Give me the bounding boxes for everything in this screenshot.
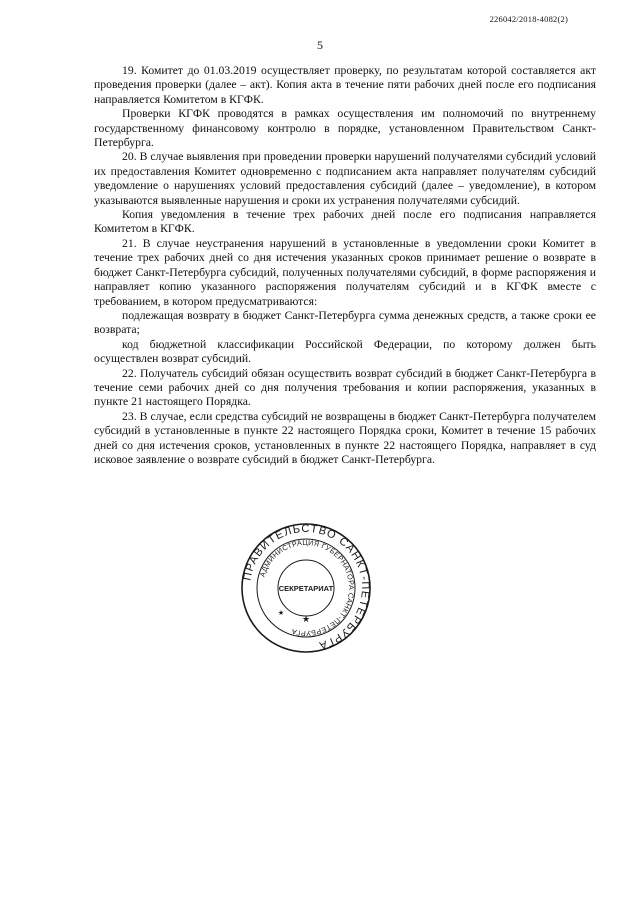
stamp-outer-text: ПРАВИТЕЛЬСТВО САНКТ-ПЕТЕРБУРГА [241,522,372,652]
paragraph-20: 20. В случае выявления при проведении проверки нарушений получателями субсидий условий их предоставления Комитет одновременно с подписанием акта направляет получателям субсидий уведомление о нарушениях условий предоставления субсидий (далее – уведомление), в котором указываются выявленные нарушения и сроки их устранения получателями субсидий. [94,150,596,207]
paragraph-23: 23. В случае, если средства субсидий не возвращены в бюджет Санкт-Петербурга получателем субсидий в установленные в пункте 22 настоящего Порядка сроки, Комитет в течение 15 рабочих дней со дня истечения сроков, установленных в пункте 22 настоящего Порядка, направляет в суд исковое заявление о возврате субсидий в бюджет Санкт-Петербурга. [94,409,596,466]
stamp-star-icon: ★ [277,610,285,617]
document-number: 226042/2018-4082(2) [489,14,568,24]
paragraph-refund-amount: подлежащая возврату в бюджет Санкт-Петербурга сумма денежных средств, а также сроки ее возврата; [94,308,596,337]
stamp-inner-text: АДМИНИСТРАЦИЯ ГУБЕРНАТОРА САНКТ-ПЕТЕРБУРГА [257,537,357,639]
paragraph-notice-copy: Копия уведомления в течение трех рабочих дней после его подписания направляется Комитетом в КГФК. [94,208,596,236]
paragraph-kgfk-checks: Проверки КГФК проводятся в рамках осуществления им полномочий по внутреннему государственному финансовому контролю в порядке, установленном Правительством Санкт-Петербурга. [94,107,596,150]
official-stamp [240,522,372,654]
page-number: 5 [317,38,323,52]
stamp-star-icon: ★ [301,614,311,624]
stamp-center-text: СЕКРЕТАРИАТ [278,584,334,593]
document-body [94,64,596,467]
paragraph-22: 22. Получатель субсидий обязан осуществить возврат субсидий в бюджет Санкт-Петербурга в течение семи рабочих дней со дня получения требования и копии распоряжения, указанных в пункте 21 настоящего Порядка. [94,366,596,409]
paragraph-19: 19. Комитет до 01.03.2019 осуществляет проверку, по результатам которой составляется акт проведения проверки (далее – акт). Копия акта в течение пяти рабочих дней после его подписания направляется Комитетом в КГФК. [94,64,596,106]
paragraph-budget-code: код бюджетной классификации Российской Федерации, по которому должен быть осуществлен возврат субсидий. [94,337,596,366]
paragraph-21: 21. В случае неустранения нарушений в установленные в уведомлении сроки Комитет в течение трех рабочих дней со дня истечения указанных сроков принимает решение о возврате в бюджет Санкт-Петербурга субсидий, полученных получателями субсидий, в форме распоряжения и направляет копию указанного распоряжения получателям субсидий и в КГФК вместе с требованием, в котором предусматриваются: [94,236,596,308]
